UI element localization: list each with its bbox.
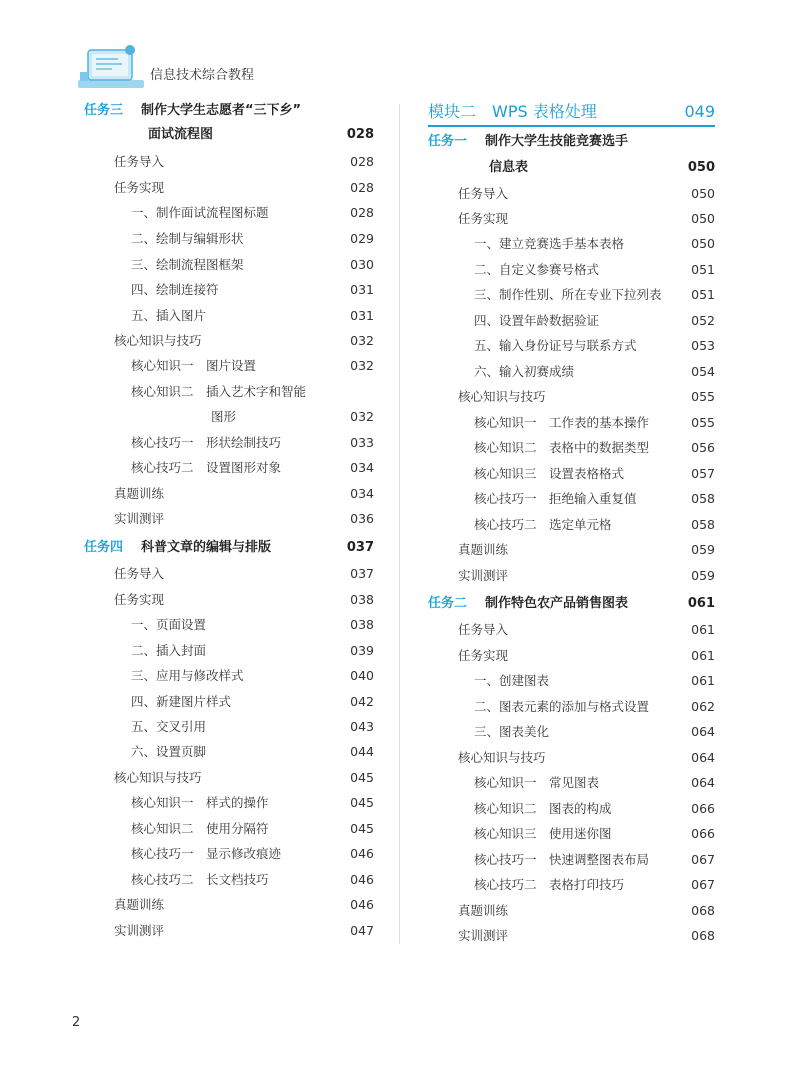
page-ref: 028 [350,180,374,195]
toc-entry[interactable] [114,483,374,505]
entry-label: 五、插入图片 [131,308,207,323]
page-ref: 052 [691,313,715,328]
page-ref: 044 [350,744,374,759]
page-ref: 028 [350,205,374,220]
toc-entry[interactable] [114,508,374,530]
task-number: 任务四 [84,540,124,555]
entry-label: 核心技巧一 拒绝输入重复值 [474,491,637,506]
entry-label: 真题训练 [458,542,509,557]
page-ref: 047 [350,923,374,938]
entry-label: 核心知识一 常见图表 [474,775,600,790]
toc-task-heading[interactable] [428,131,715,153]
page-ref: 030 [350,257,374,272]
entry-label: 三、制作性别、所在专业下拉列表 [474,287,662,302]
running-header [78,44,378,94]
entry-label: 实训测评 [114,511,165,526]
page-ref: 061 [691,673,715,688]
page-ref: 032 [350,358,374,373]
page-ref: 067 [691,852,715,867]
entry-label: 任务实现 [458,648,509,663]
page-ref: 038 [350,592,374,607]
toc-entry[interactable] [131,665,374,687]
page-ref: 031 [350,282,374,297]
entry-label: 四、设置年龄数据验证 [474,313,600,328]
page-ref: 043 [350,719,374,734]
toc-entry[interactable] [114,767,374,789]
toc-entry[interactable] [474,670,715,692]
page-ref: 046 [350,846,374,861]
page-ref: 050 [691,186,715,201]
toc-task-heading[interactable] [428,593,715,615]
page-ref: 042 [350,694,374,709]
toc-task-heading[interactable] [84,537,374,559]
page-ref: 034 [350,486,374,501]
computer-illustration-icon [78,44,144,94]
page-ref: 028 [346,127,374,142]
page-ref: 054 [691,364,715,379]
page-ref: 055 [691,415,715,430]
page-ref: 059 [691,568,715,583]
entry-label: 五、交叉引用 [131,719,207,734]
task-number: 任务二 [428,596,468,611]
entry-label: 核心知识与技巧 [458,389,546,404]
toc-entry[interactable] [474,696,715,718]
toc-entry[interactable] [131,869,374,891]
page-ref: 064 [691,750,715,765]
page-ref: 040 [350,668,374,683]
toc-task-heading-cont[interactable] [148,124,374,146]
toc-entry[interactable] [114,894,374,916]
page-ref: 051 [691,287,715,302]
page-ref: 045 [350,795,374,810]
toc-task-heading[interactable] [84,100,374,122]
entry-label: 核心知识一 图片设置 [131,358,257,373]
page-ref: 051 [691,262,715,277]
module-title: 模块二 WPS 表格处理 [428,102,597,121]
entry-label: 三、图表美化 [474,724,550,739]
toc-entry[interactable] [131,457,374,479]
toc-entry[interactable] [474,233,715,255]
page-ref: 050 [691,211,715,226]
toc-module-heading[interactable] [428,99,715,125]
page-ref: 058 [691,491,715,506]
toc-entry[interactable] [458,925,715,947]
page-ref: 056 [691,440,715,455]
module-rule [428,125,715,127]
toc-entry[interactable] [474,798,715,820]
toc-entry[interactable] [131,381,374,403]
toc-entry[interactable] [131,741,374,763]
toc-entry[interactable] [458,747,715,769]
entry-label: 核心技巧一 快速调整图表布局 [474,852,650,867]
entry-label: 五、输入身份证号与联系方式 [474,338,637,353]
page-ref: 050 [691,236,715,251]
toc-entry[interactable] [474,361,715,383]
toc-entry[interactable] [131,843,374,865]
toc-entry[interactable] [131,614,374,636]
toc-entry[interactable] [114,151,374,173]
page-ref: 053 [691,338,715,353]
entry-label: 二、绘制与编辑形状 [131,231,244,246]
task-title: 科普文章的编辑与排版 [141,540,272,555]
page-ref: 064 [691,775,715,790]
toc-entry[interactable] [458,183,715,205]
entry-label: 三、绘制流程图框架 [131,257,244,272]
toc-entry[interactable] [474,721,715,743]
entry-label: 核心技巧二 长文档技巧 [131,872,269,887]
toc-entry[interactable] [474,849,715,871]
task-title-cont: 信息表 [489,160,529,175]
toc-entry[interactable] [458,619,715,641]
toc-entry[interactable] [474,412,715,434]
task-number: 任务一 [428,134,468,149]
page-ref: 061 [691,622,715,637]
toc-entry[interactable] [458,645,715,667]
toc-entry[interactable] [131,279,374,301]
entry-label: 任务导入 [458,186,509,201]
entry-label: 核心知识与技巧 [458,750,546,765]
entry-label: 一、页面设置 [131,617,207,632]
page-ref: 045 [350,770,374,785]
entry-label: 六、设置页脚 [131,744,207,759]
page-ref: 058 [691,517,715,532]
page-ref: 034 [350,460,374,475]
page-ref: 061 [691,648,715,663]
page-ref: 038 [350,617,374,632]
task-title: 制作大学生技能竞赛选手 [485,134,629,149]
entry-label: 六、输入初赛成绩 [474,364,575,379]
entry-label: 二、插入封面 [131,643,207,658]
toc-entry[interactable] [114,589,374,611]
toc-entry[interactable] [458,539,715,561]
toc-entry[interactable] [131,254,374,276]
toc-entry[interactable] [458,208,715,230]
entry-label: 核心知识三 设置表格格式 [474,466,625,481]
toc-entry[interactable] [114,920,374,942]
page-ref: 050 [687,160,715,175]
task-title-cont: 面试流程图 [148,127,214,142]
task-title: 制作特色农产品销售图表 [485,596,629,611]
task-title: 制作大学生志愿者“三下乡” [141,103,302,118]
toc-entry[interactable] [474,874,715,896]
page-ref: 067 [691,877,715,892]
entry-label: 一、创建图表 [474,673,550,688]
page-ref: 036 [350,511,374,526]
toc-entry[interactable] [131,305,374,327]
column-divider [399,104,400,944]
entry-label: 核心知识与技巧 [114,333,202,348]
page-ref: 064 [691,724,715,739]
page-ref: 046 [350,872,374,887]
entry-label: 四、新建图片样式 [131,694,232,709]
page-ref: 039 [350,643,374,658]
entry-label: 核心技巧二 选定单元格 [474,517,612,532]
toc-entry[interactable] [131,355,374,377]
entry-label: 核心知识三 使用迷你图 [474,826,612,841]
toc-entry[interactable] [458,386,715,408]
page-ref: 046 [350,897,374,912]
entry-label: 任务实现 [458,211,509,226]
page-ref: 045 [350,821,374,836]
toc-entry[interactable] [131,640,374,662]
toc-entry[interactable] [474,284,715,306]
entry-label: 二、自定义参赛号格式 [474,262,600,277]
toc-entry[interactable] [474,823,715,845]
entry-label: 实训测评 [458,568,509,583]
toc-entry[interactable] [131,202,374,224]
page-ref: 028 [350,154,374,169]
entry-label: 任务导入 [458,622,509,637]
book-title: 信息技术综合教程 [150,68,255,83]
toc-entry[interactable] [131,432,374,454]
entry-label: 四、绘制连接符 [131,282,219,297]
entry-label: 核心技巧一 形状绘制技巧 [131,435,282,450]
page-ref: 055 [691,389,715,404]
toc-entry[interactable] [131,228,374,250]
page-ref: 032 [350,333,374,348]
entry-label: 一、建立竞赛选手基本表格 [474,236,625,251]
toc-entry[interactable] [474,463,715,485]
entry-label: 核心技巧一 显示修改痕迹 [131,846,282,861]
toc-entry[interactable] [474,310,715,332]
entry-label: 实训测评 [114,923,165,938]
page-ref: 066 [691,826,715,841]
entry-label: 核心知识一 样式的操作 [131,795,269,810]
task-number: 任务三 [84,103,124,118]
page-ref: 029 [350,231,374,246]
toc-entry[interactable] [458,565,715,587]
page-ref: 061 [687,596,715,611]
entry-label: 实训测评 [458,928,509,943]
page-ref: 031 [350,308,374,323]
entry-label: 核心技巧二 表格打印技巧 [474,877,625,892]
page-ref: 066 [691,801,715,816]
toc-entry[interactable] [474,772,715,794]
entry-label: 核心知识与技巧 [114,770,202,785]
toc-entry[interactable] [474,488,715,510]
entry-label: 核心知识二 使用分隔符 [131,821,269,836]
toc-entry[interactable] [131,792,374,814]
toc-entry[interactable] [131,716,374,738]
page-ref: 062 [691,699,715,714]
toc-entry[interactable] [114,563,374,585]
toc-entry[interactable] [458,900,715,922]
entry-label: 三、应用与修改样式 [131,668,244,683]
entry-label: 二、图表元素的添加与格式设置 [474,699,650,714]
page-ref: 033 [350,435,374,450]
page-ref: 037 [346,540,374,555]
entry-label: 任务实现 [114,592,165,607]
entry-label: 图形 [211,409,237,424]
entry-label: 任务实现 [114,180,165,195]
page-ref: 068 [691,903,715,918]
entry-label: 真题训练 [458,903,509,918]
toc-entry[interactable] [474,335,715,357]
toc-entry[interactable] [131,818,374,840]
entry-label: 一、制作面试流程图标题 [131,205,269,220]
toc-task-heading-cont[interactable] [489,157,715,179]
toc-entry[interactable] [474,437,715,459]
toc-entry[interactable] [131,691,374,713]
toc-entry[interactable] [114,330,374,352]
entry-label: 真题训练 [114,897,165,912]
page-ref: 032 [350,409,374,424]
entry-label: 任务导入 [114,154,165,169]
toc-entry-cont[interactable] [211,406,374,428]
entry-label: 核心知识一 工作表的基本操作 [474,415,650,430]
toc-entry[interactable] [474,259,715,281]
entry-label: 核心知识二 图表的构成 [474,801,612,816]
entry-label: 核心知识二 插入艺术字和智能 [131,384,307,399]
page-ref: 049 [684,102,715,121]
page-number: 2 [72,1015,81,1030]
toc-entry[interactable] [114,177,374,199]
page-ref: 057 [691,466,715,481]
page-ref: 059 [691,542,715,557]
page-ref: 068 [691,928,715,943]
entry-label: 真题训练 [114,486,165,501]
entry-label: 核心技巧二 设置图形对象 [131,460,282,475]
toc-entry[interactable] [474,514,715,536]
entry-label: 核心知识二 表格中的数据类型 [474,440,650,455]
page-ref: 037 [350,566,374,581]
entry-label: 任务导入 [114,566,165,581]
